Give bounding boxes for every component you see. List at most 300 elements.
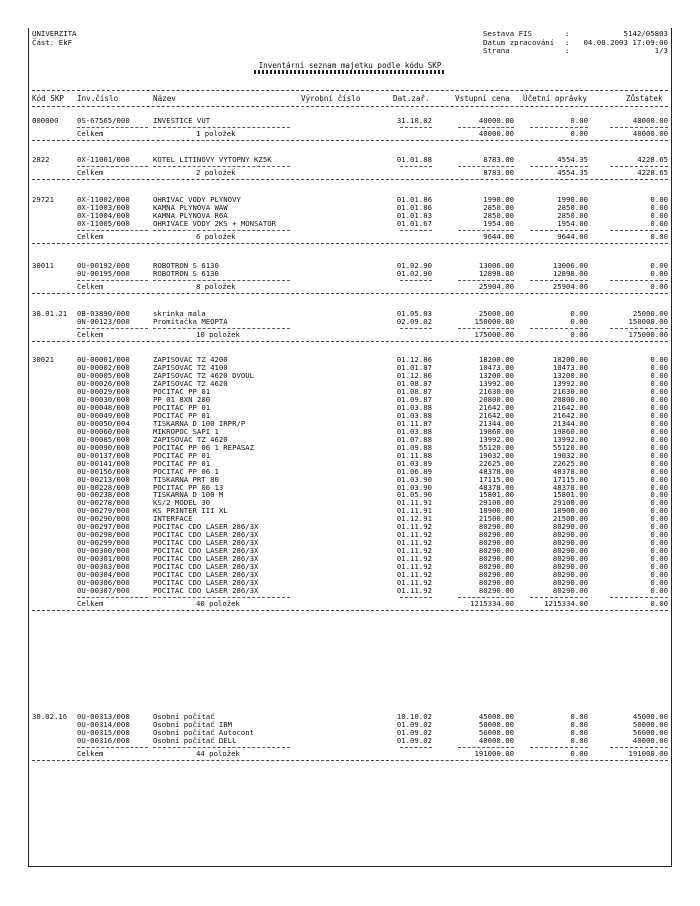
remaining-value: 56000.00 — [632, 727, 668, 737]
entry-price: 21642.00 — [478, 402, 514, 412]
total-depreciation: 0.00 — [570, 748, 588, 758]
accumulated-depreciation: 2850.00 — [557, 202, 588, 212]
inventory-number: 0U-00306/000 — [77, 578, 130, 588]
skp-code: 30011 — [32, 261, 54, 270]
entry-price: 45000.00 — [478, 712, 514, 721]
col-kod-skp: Kód SKP — [32, 94, 65, 103]
asset-name: POCITAC PP 06 13 — [153, 482, 224, 492]
asset-name: POCITAC PP 06 1 REPASAZ — [153, 442, 255, 452]
entry-price: 40000.00 — [478, 735, 514, 745]
report-id-value: 5142/05803 — [623, 29, 668, 38]
acquisition-date: 01.09.87 — [396, 394, 432, 404]
subtotal-rule — [77, 127, 148, 128]
accumulated-depreciation: 80290.00 — [552, 562, 588, 572]
accumulated-depreciation: 0.00 — [570, 719, 588, 729]
subtotal-rule — [400, 747, 432, 748]
inventory-number: 0U-00048/000 — [77, 402, 130, 412]
acquisition-date: 01.03.88 — [396, 426, 432, 436]
asset-name: POCITAC CDO LASER 286/3X — [153, 522, 259, 532]
entry-price: 1954.00 — [483, 218, 514, 228]
entry-price: 80290.00 — [478, 578, 514, 588]
subtotal-rule — [153, 230, 290, 231]
asset-name: POCITAC PP 01 — [153, 402, 211, 412]
inventory-number: 0U-00026/000 — [77, 378, 130, 388]
acquisition-date: 01.03.90 — [396, 482, 432, 492]
total-depreciation: 0.00 — [570, 128, 588, 138]
accumulated-depreciation: 0.00 — [570, 712, 588, 721]
inventory-number: 0X-11003/000 — [77, 202, 130, 212]
accumulated-depreciation: 0.00 — [570, 735, 588, 745]
total-label: Celkem — [77, 599, 104, 609]
inventory-number: 0S-67565/000 — [77, 116, 130, 125]
inventory-number: 0U-00299/000 — [77, 538, 130, 548]
page-number-row: Strana : 1/3 — [483, 46, 668, 55]
acquisition-date: 02.09.02 — [396, 316, 432, 326]
asset-name: KS/2 MODEL 30 — [153, 498, 211, 508]
subtotal-rule — [77, 166, 148, 167]
group-separator — [32, 610, 668, 611]
table-row — [0, 270, 700, 278]
acquisition-date: 01.03.88 — [396, 402, 432, 412]
total-item-count: 40 položek — [196, 599, 240, 609]
accumulated-depreciation: 13200.00 — [552, 370, 588, 380]
asset-name: ZAPISOVAC TZ 4100 — [153, 362, 228, 372]
total-item-count: 2 položek — [196, 167, 236, 177]
entry-price: 13200.00 — [478, 370, 514, 380]
inventory-number: 0U-00049/000 — [77, 410, 130, 420]
inventory-number: 0U-00137/000 — [77, 450, 130, 460]
acquisition-date: 01.11.88 — [396, 450, 432, 460]
skp-code: 30021 — [32, 355, 54, 364]
remaining-value: 0.00 — [650, 570, 668, 580]
remaining-value: 0.00 — [650, 506, 668, 516]
acquisition-date: 01.11.91 — [396, 498, 432, 508]
acquisition-date: 01.11.92 — [396, 546, 432, 556]
remaining-value: 0.00 — [650, 210, 668, 220]
title-underline — [254, 70, 446, 74]
remaining-value: 0.00 — [650, 554, 668, 564]
subtotal-rule — [153, 328, 290, 329]
accumulated-depreciation: 0.00 — [570, 309, 588, 318]
accumulated-depreciation: 48378.00 — [552, 466, 588, 476]
accumulated-depreciation: 29100.00 — [552, 498, 588, 508]
subtotal-rule — [458, 328, 514, 329]
processing-date-value: 04.08.2003 17:09:00 — [583, 37, 668, 47]
accumulated-depreciation: 18200.00 — [552, 355, 588, 364]
subtotal-rule — [153, 280, 290, 281]
report-header-right — [483, 30, 668, 56]
entry-price: 80290.00 — [478, 546, 514, 556]
asset-name: POCITAC CDO LASER 286/3X — [153, 578, 259, 588]
accumulated-depreciation: 20800.00 — [552, 394, 588, 404]
inventory-number: 0U-00002/000 — [77, 362, 130, 372]
asset-name: POCITAC CDO LASER 286/3X — [153, 562, 259, 572]
group-total-row — [0, 233, 700, 241]
group-separator — [32, 140, 668, 141]
skp-code: 30.02.16 — [32, 712, 68, 721]
asset-name: KS PRINTER III XL — [153, 506, 228, 516]
acquisition-date: 01.12.86 — [396, 370, 432, 380]
accumulated-depreciation: 48378.00 — [552, 482, 588, 492]
header-rule-bottom — [32, 106, 668, 107]
total-remaining-value: 40000.00 — [632, 128, 668, 138]
entry-price: 56000.00 — [478, 727, 514, 737]
accumulated-depreciation: 21344.00 — [552, 418, 588, 428]
acquisition-date: 01.11.92 — [396, 570, 432, 580]
inventory-number: 0U-00307/000 — [77, 586, 130, 596]
total-label: Celkem — [77, 231, 104, 241]
subtotal-rule — [77, 230, 148, 231]
remaining-value: 0.00 — [650, 195, 668, 204]
inventory-number: 0U-00301/000 — [77, 554, 130, 564]
entry-price: 150000.00 — [474, 316, 514, 326]
remaining-value: 0.00 — [650, 378, 668, 388]
asset-name: ROBOTRON S 6130 — [153, 261, 219, 270]
acquisition-date: 01.02.90 — [396, 261, 432, 270]
acquisition-date: 01.11.92 — [396, 578, 432, 588]
asset-name: INVESTICE VUT — [153, 116, 211, 125]
acquisition-date: 01.11.92 — [396, 562, 432, 572]
page-number-value: 1/3 — [654, 46, 668, 55]
total-entry-price: 9644.00 — [483, 231, 514, 241]
entry-price: 8783.00 — [483, 155, 514, 164]
subtotal-rule — [530, 597, 588, 598]
remaining-value: 0.00 — [650, 546, 668, 556]
asset-name: KOTEL LITINOVY VYTOPNY KZ5K — [153, 155, 272, 164]
total-label: Celkem — [77, 748, 104, 758]
subtotal-rule — [400, 230, 432, 231]
subtotal-rule — [77, 280, 148, 281]
total-label: Celkem — [77, 167, 104, 177]
subtotal-rule — [400, 597, 432, 598]
entry-price: 18200.00 — [478, 355, 514, 364]
entry-price: 80290.00 — [478, 586, 514, 596]
remaining-value: 0.00 — [650, 202, 668, 212]
subtotal-rule — [77, 747, 148, 748]
asset-name: POCITAC PP 01 — [153, 458, 211, 468]
total-depreciation: 0.00 — [570, 329, 588, 339]
accumulated-depreciation: 0.00 — [570, 316, 588, 326]
inventory-number: 0U-00156/000 — [77, 466, 130, 476]
group-separator — [32, 341, 668, 342]
accumulated-depreciation: 17115.00 — [552, 474, 588, 484]
remaining-value: 0.00 — [650, 261, 668, 270]
report-id-row: Sestava FIS : 5142/05803 — [483, 29, 668, 38]
total-depreciation: 1215334.00 — [544, 599, 588, 609]
total-item-count: 44 položek — [196, 748, 240, 758]
asset-name: ZAPISOVAC TZ 4620 — [153, 378, 228, 388]
subtotal-rule — [610, 230, 668, 231]
asset-name: OHRIVACE VODY 2KS + MONSATOR — [153, 218, 277, 228]
inventory-number: 0U-00029/000 — [77, 386, 130, 396]
asset-name: Osobní počítač IBM — [153, 719, 233, 729]
subtotal-rule — [530, 280, 588, 281]
remaining-value: 0.00 — [650, 394, 668, 404]
accumulated-depreciation: 1990.00 — [557, 195, 588, 204]
acquisition-date: 01.11.92 — [396, 586, 432, 596]
subtotal-rule — [610, 127, 668, 128]
total-label: Celkem — [77, 329, 104, 339]
inventory-number: 0B-03890/000 — [77, 309, 130, 318]
total-depreciation: 25904.00 — [552, 281, 588, 291]
entry-price: 1990.00 — [483, 195, 514, 204]
entry-price: 22625.00 — [478, 458, 514, 468]
acquisition-date: 01.03.89 — [396, 458, 432, 468]
inventory-number: 0U-00313/000 — [77, 712, 130, 721]
group-separator — [32, 760, 668, 761]
inventory-number: 0U-00005/000 — [77, 370, 130, 380]
report-header-left — [32, 30, 77, 47]
remaining-value: 45000.00 — [632, 712, 668, 721]
subtotal-rule — [458, 597, 514, 598]
acquisition-date: 01.09.88 — [396, 442, 432, 452]
remaining-value: 0.00 — [650, 522, 668, 532]
acquisition-date: 01.09.02 — [396, 735, 432, 745]
entry-price: 48378.00 — [478, 466, 514, 476]
accumulated-depreciation: 80290.00 — [552, 530, 588, 540]
subtotal-rule — [610, 328, 668, 329]
department: Část: EkF — [32, 37, 73, 47]
subtotal-rule — [530, 230, 588, 231]
subtotal-rule — [610, 280, 668, 281]
group-total-row — [0, 169, 700, 177]
entry-price: 80290.00 — [478, 522, 514, 532]
acquisition-date: 01.01.86 — [396, 195, 432, 204]
subtotal-rule — [458, 127, 514, 128]
total-remaining-value: 191000.00 — [628, 748, 668, 758]
asset-name: KAMNA PLYNOVA WAW — [153, 202, 228, 212]
skp-code: 29721 — [32, 195, 54, 204]
remaining-value: 150000.00 — [628, 316, 668, 326]
accumulated-depreciation: 21642.00 — [552, 410, 588, 420]
group-total-row — [0, 130, 700, 138]
col-inv-cislo: Inv.číslo — [77, 94, 119, 103]
asset-name: ROBOTRON S 6130 — [153, 268, 219, 278]
subtotal-rule — [610, 166, 668, 167]
group-total-row — [0, 600, 700, 608]
accumulated-depreciation: 13992.00 — [552, 434, 588, 444]
remaining-value: 4228.65 — [637, 155, 668, 164]
entry-price: 50000.00 — [478, 719, 514, 729]
entry-price: 80290.00 — [478, 538, 514, 548]
entry-price: 21344.00 — [478, 418, 514, 428]
remaining-value: 0.00 — [650, 530, 668, 540]
inventory-number: 0U-00192/000 — [77, 261, 130, 270]
entry-price: 21630.00 — [478, 386, 514, 396]
remaining-value: 0.00 — [650, 450, 668, 460]
asset-name: POCITAC PP 06 1 — [153, 466, 219, 476]
report-id-label: Sestava FIS — [483, 29, 532, 38]
asset-name: Promítačka MEOPTA — [153, 316, 228, 326]
total-remaining-value: 0.00 — [650, 231, 668, 241]
subtotal-rule — [610, 597, 668, 598]
entry-price: 19860.00 — [478, 426, 514, 436]
entry-price: 80290.00 — [478, 570, 514, 580]
accumulated-depreciation: 19032.00 — [552, 450, 588, 460]
group-total-row — [0, 283, 700, 291]
accumulated-depreciation: 2850.00 — [557, 210, 588, 220]
subtotal-rule — [458, 230, 514, 231]
remaining-value: 40000.00 — [632, 116, 668, 125]
report-title: Inventární seznam majetku podle kódu SKP — [258, 61, 442, 70]
acquisition-date: 01.11.92 — [396, 522, 432, 532]
total-remaining-value: 0.00 — [650, 281, 668, 291]
entry-price: 10473.00 — [478, 362, 514, 372]
acquisition-date: 01.01.67 — [396, 218, 432, 228]
remaining-value: 50000.00 — [632, 719, 668, 729]
total-depreciation: 9644.00 — [557, 231, 588, 241]
asset-name: POCITAC CDO LASER 286/3X — [153, 538, 259, 548]
entry-price: 15801.00 — [478, 490, 514, 500]
inventory-number: 0U-00297/000 — [77, 522, 130, 532]
acquisition-date: 01.03.88 — [396, 410, 432, 420]
subtotal-rule — [458, 166, 514, 167]
remaining-value: 0.00 — [650, 410, 668, 420]
total-remaining-value: 175000.00 — [628, 329, 668, 339]
inventory-number: 0X-11004/000 — [77, 210, 130, 220]
inventory-number: 0U-00090/000 — [77, 442, 130, 452]
accumulated-depreciation: 21500.00 — [552, 514, 588, 524]
entry-price: 21642.00 — [478, 410, 514, 420]
total-entry-price: 175000.00 — [474, 329, 514, 339]
asset-name: Osobní počítač DELL — [153, 735, 237, 745]
inventory-number: 0U-00238/000 — [77, 490, 130, 500]
entry-price: 2850.00 — [483, 210, 514, 220]
inventory-number: 0U-00304/000 — [77, 570, 130, 580]
remaining-value: 0.00 — [650, 586, 668, 596]
asset-name: POCITAC PP 01 — [153, 386, 211, 396]
remaining-value: 25000.00 — [632, 309, 668, 318]
inventory-number: 0U-00213/000 — [77, 474, 130, 484]
total-item-count: 8 položek — [196, 281, 236, 291]
col-vyrobni-cislo: Výrobní číslo — [301, 94, 361, 103]
processing-date-row: Datum zpracování : 04.08.2003 17:09:00 — [483, 37, 668, 47]
total-label: Celkem — [77, 281, 104, 291]
processing-date-label: Datum zpracování — [483, 37, 555, 47]
remaining-value: 0.00 — [650, 442, 668, 452]
entry-price: 48378.00 — [478, 482, 514, 492]
acquisition-date: 01.02.90 — [396, 268, 432, 278]
entry-price: 55120.00 — [478, 442, 514, 452]
total-entry-price: 25904.00 — [478, 281, 514, 291]
subtotal-rule — [77, 597, 148, 598]
remaining-value: 0.00 — [650, 578, 668, 588]
asset-name: POCITAC PP 01 — [153, 410, 211, 420]
subtotal-rule — [153, 747, 290, 748]
subtotal-rule — [153, 166, 290, 167]
remaining-value: 0.00 — [650, 562, 668, 572]
inventory-number: 0U-00030/000 — [77, 394, 130, 404]
accumulated-depreciation: 13006.00 — [552, 261, 588, 270]
group-separator — [32, 179, 668, 180]
acquisition-date: 01.11.87 — [396, 418, 432, 428]
entry-price: 20800.00 — [478, 394, 514, 404]
asset-name: Osobní počítač Autocont — [153, 727, 255, 737]
accumulated-depreciation: 80290.00 — [552, 538, 588, 548]
remaining-value: 0.00 — [650, 514, 668, 524]
group-separator — [32, 243, 668, 244]
inventory-number: 0X-11001/000 — [77, 155, 130, 164]
accumulated-depreciation: 80290.00 — [552, 586, 588, 596]
remaining-value: 0.00 — [650, 362, 668, 372]
accumulated-depreciation: 12898.00 — [552, 268, 588, 278]
inventory-number: 0U-00279/000 — [77, 506, 130, 516]
acquisition-date: 01.01.86 — [396, 202, 432, 212]
accumulated-depreciation: 80290.00 — [552, 546, 588, 556]
remaining-value: 0.00 — [650, 402, 668, 412]
subtotal-rule — [400, 280, 432, 281]
remaining-value: 0.00 — [650, 426, 668, 436]
subtotal-rule — [77, 328, 148, 329]
inventory-number: 0U-00315/000 — [77, 727, 130, 737]
table-row — [0, 587, 700, 595]
remaining-value: 0.00 — [650, 386, 668, 396]
subtotal-rule — [530, 166, 588, 167]
remaining-value: 0.00 — [650, 355, 668, 364]
entry-price: 80290.00 — [478, 554, 514, 564]
table-row — [0, 737, 700, 745]
asset-name: POCITAC CDO LASER 286/3X — [153, 554, 259, 564]
col-datum-zarazeni: Dat.zař. — [393, 94, 430, 103]
acquisition-date: 01.11.91 — [396, 506, 432, 516]
total-entry-price: 40000.00 — [478, 128, 514, 138]
total-item-count: 1 položek — [196, 128, 236, 138]
asset-name: KAMNA PLYNOVA R6A — [153, 210, 228, 220]
table-row — [0, 117, 700, 125]
entry-price: 13006.00 — [478, 261, 514, 270]
entry-price: 13992.00 — [478, 378, 514, 388]
inventory-number: 0U-00314/000 — [77, 719, 130, 729]
inventory-number: 0U-00001/000 — [77, 355, 130, 364]
subtotal-rule — [400, 127, 432, 128]
entry-price: 80290.00 — [478, 530, 514, 540]
remaining-value: 0.00 — [650, 434, 668, 444]
subtotal-rule — [153, 597, 290, 598]
inventory-number: 0U-00316/000 — [77, 735, 130, 745]
remaining-value: 0.00 — [650, 490, 668, 500]
remaining-value: 0.00 — [650, 458, 668, 468]
acquisition-date: 01.01.88 — [396, 155, 432, 164]
group-separator — [32, 293, 668, 294]
organization: UNIVERZITA — [32, 29, 77, 38]
remaining-value: 0.00 — [650, 498, 668, 508]
entry-price: 80290.00 — [478, 562, 514, 572]
inventory-number: 0U-00300/000 — [77, 546, 130, 556]
entry-price: 25000.00 — [478, 309, 514, 318]
asset-name: TISKARNA PRT 80 — [153, 474, 219, 484]
inventory-number: 0X-11005/000 — [77, 218, 130, 228]
accumulated-depreciation: 22625.00 — [552, 458, 588, 468]
remaining-value: 0.00 — [650, 466, 668, 476]
total-remaining-value: 4228.65 — [637, 167, 668, 177]
accumulated-depreciation: 55120.00 — [552, 442, 588, 452]
inventory-number: 0U-00228/000 — [77, 482, 130, 492]
acquisition-date: 31.10.02 — [396, 116, 432, 125]
remaining-value: 0.00 — [650, 474, 668, 484]
accumulated-depreciation: 0.00 — [570, 727, 588, 737]
acquisition-date: 01.08.87 — [396, 378, 432, 388]
table-row — [0, 318, 700, 326]
total-entry-price: 1215334.00 — [470, 599, 514, 609]
table-row — [0, 220, 700, 228]
asset-name: OHRIVAC VODY PLYNOVY — [153, 195, 241, 204]
acquisition-date: 01.01.83 — [396, 210, 432, 220]
page-number-label: Strana — [483, 46, 510, 55]
acquisition-date: 01.09.02 — [396, 719, 432, 729]
subtotal-rule — [530, 328, 588, 329]
accumulated-depreciation: 80290.00 — [552, 570, 588, 580]
inventory-number: 0U-00298/000 — [77, 530, 130, 540]
